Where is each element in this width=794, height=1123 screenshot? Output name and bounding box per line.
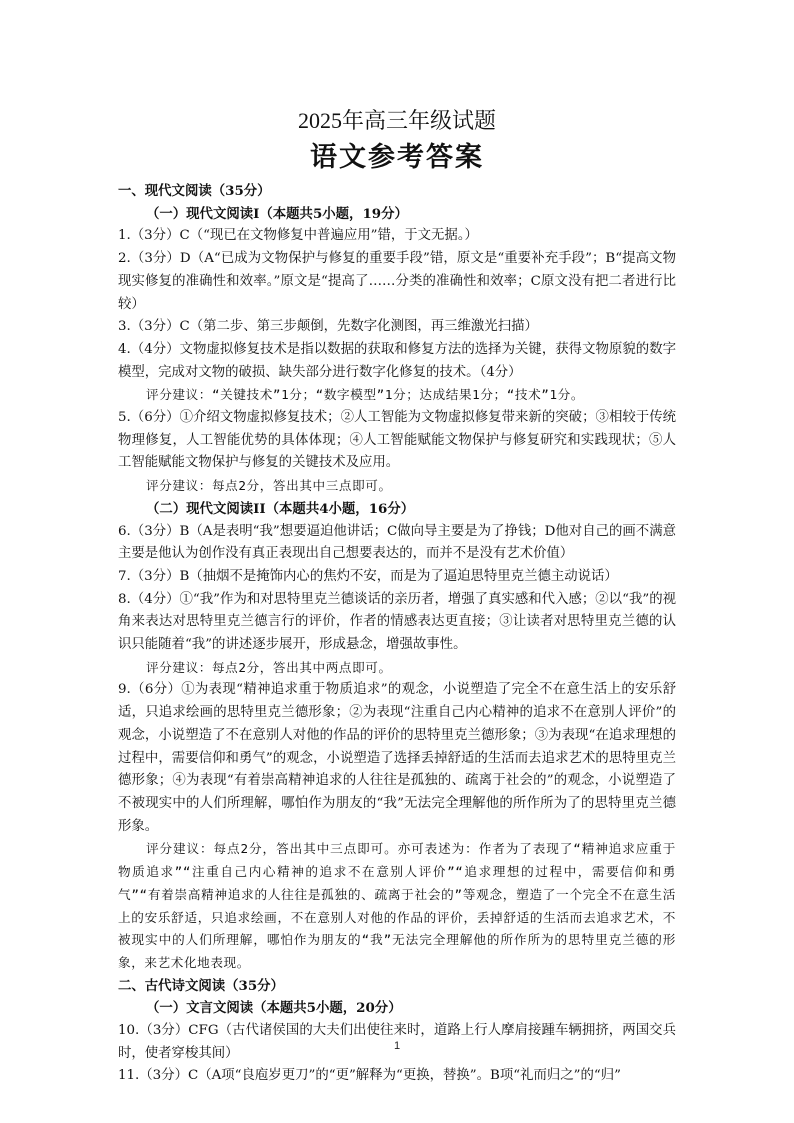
subsection-heading-modern-reading-1: （一）现代文阅读I（本题共5小题，19分） — [146, 205, 408, 222]
answer-q7: 7.（3分）B（抽烟不是掩饰内心的焦灼不安，而是为了逼迫思特里克兰德主动说话） — [118, 568, 618, 584]
exam-title: 2025年高三年级试题 — [297, 108, 496, 133]
subsection-heading-classical-prose: （一）文言文阅读（本题共5小题，20分） — [146, 1000, 402, 1017]
answer-q3: 3.（3分）C（第二步、第三步颠倒，先数字化测图，再三维激光扫描） — [118, 319, 538, 335]
answer-q9: 9.（6分）①为表现“精神追求重于物质追求”的观念，小说塑造了完全不在意生活上的安乐舒适，只追求绘画的思特里克兰德形象；②为表现“注重自己内心精神的追求不在意别人评价”的观念，小说塑造了不在意别人对他的作品的评价的思特里克兰德形象；③为表现“在追求理想的过程中，需要信仰和勇气”的观念，小说塑造了选择丢掉舒适的生活而去追求艺术的思特里克兰德形象；④为表现“有着崇高精神追求的人往往是孤独的、疏离于社会的”的观念，小说塑造了不被现实中的人们所理解，哪怕作为朋友的“我”无法完全理解他的所作所为了的思特里克兰德形象。 — [118, 682, 676, 834]
section-heading-classical-reading: 二、古代诗文阅读（35分） — [118, 977, 284, 994]
scoring-note-q5: 评分建议：每点2分，答出其中三点即可。 — [146, 478, 392, 494]
section-heading-modern-reading: 一、现代文阅读（35分） — [118, 183, 271, 199]
subject-title: 语文参考答案 — [310, 142, 484, 173]
scoring-note-q8: 评分建议：每点2分，答出其中两点即可。 — [146, 659, 392, 675]
scoring-note-q9: 评分建议：每点2分，答出其中三点即可。亦可表述为：作者为了表现了“精神追求应重于物质追求”“注重自己内心精神的追求不在意别人评价”“追求理想的过程中，需要信仰和勇气”“有着崇高精神追求的人往往是孤独的、疏离于社会的”等观念，塑造了一个完全不在意生活上的安乐舒适，只追求绘画，不在意别人对他的作品的评价，丢掉舒适的生活而去追求艺术，不被现实中的人们所理解，哪怕作为朋友的“我”无法完全理解他的所作所为的思特里克兰德的形象，来艺术化地表现。 — [118, 841, 676, 970]
answer-q2: 2.（3分）D（A“已成为文物保护与修复的重要手段”错，原文是“重要补充手段”；B“提高文物现实修复的准确性和效率。”原文是“提高了……分类的准确性和效率；C原文没有把二者进行比较） — [118, 251, 676, 312]
answer-q6: 6.（3分）B（A是表明“我”想要逼迫他讲话；C做向导主要是为了挣钱；D他对自己的画不满意主要是他认为创作没有真正表现出自己想要表达的，而并不是没有艺术价值） — [118, 523, 676, 562]
scoring-note-q4: 评分建议：“关键技术”1分；“数字模型”1分；达成结果1分；“技术”1分。 — [146, 387, 585, 403]
subsection-heading-modern-reading-2: （二）现代文阅读II（本题共4小题，16分） — [146, 500, 415, 517]
answer-q5: 5.（6分）①介绍文物虚拟修复技术；②人工智能为文物虚拟修复带来新的突破；③相较于传统物理修复，人工智能优势的具体体现；④人工智能赋能文物保护与修复研究和实践现状；⑤人工智能赋能文物保护与修复的关键技术及应用。 — [118, 410, 676, 471]
answer-q10: 10.（3分）CFG（古代诸侯国的大夫们出使往来时，道路上行人摩肩接踵车辆拥挤，两国交兵时，使者穿梭其间） — [118, 1023, 676, 1061]
page-number: 1 — [393, 1040, 401, 1052]
answer-q4: 4.（4分）文物虚拟修复技术是指以数据的获取和修复方法的选择为关键，获得文物原貌的数字模型，完成对文物的破损、缺失部分进行数字化修复的技术。（4分） — [118, 341, 676, 380]
answer-q11: 11.（3分）C（A项“良庖岁更刀”的“更”解释为“更换，替换”。B项“礼而归之”的“归” — [118, 1068, 621, 1084]
answer-q8: 8.（4分）①“我”作为和对思特里克兰德谈话的亲历者，增强了真实感和代入感；②以“我”的视角来表达对思特里克兰德言行的评价，作者的情感表达更直接；③让读者对思特里克兰德的认识只能随着“我”的讲述逐步展开，形成悬念，增强故事性。 — [118, 591, 676, 653]
answer-q1: 1.（3分）C（“现已在文物修复中普遍应用”错，于文无据。） — [118, 228, 478, 244]
